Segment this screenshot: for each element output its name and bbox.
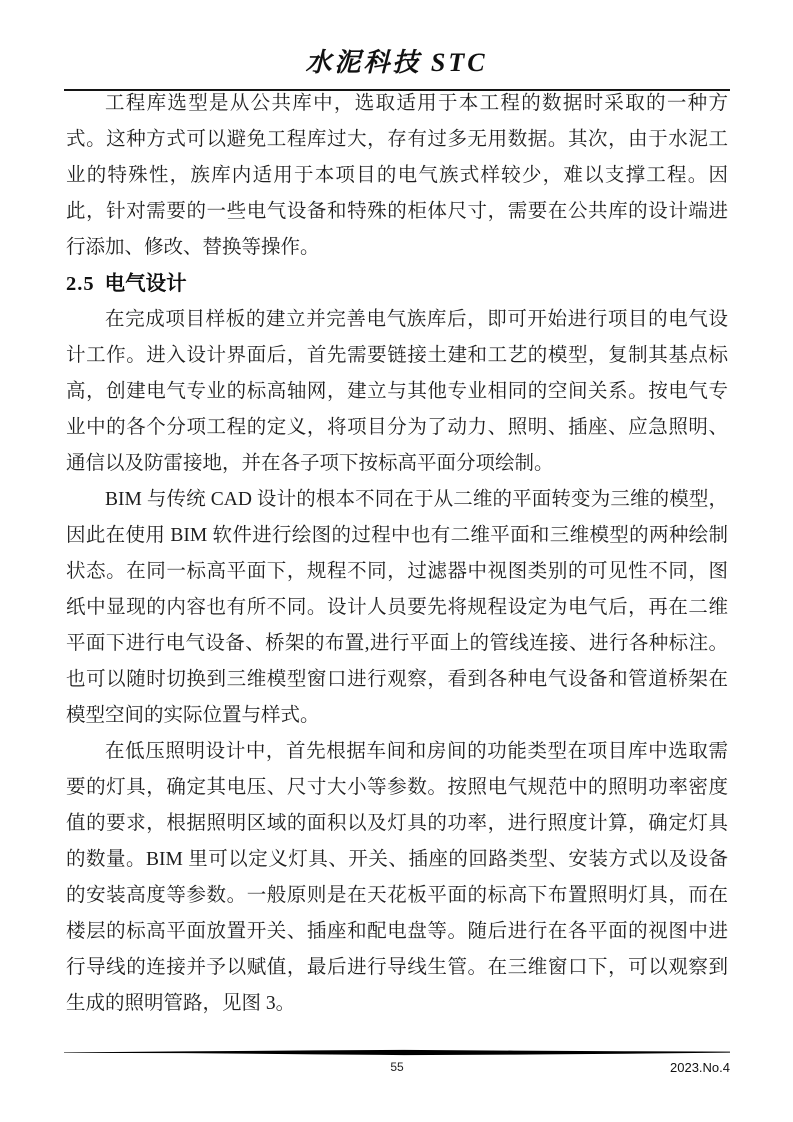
footer-rule (64, 1049, 730, 1057)
paragraph: 工程库选型是从公共库中，选取适用于本工程的数据时采取的一种方式。这种方式可以避免工程库过大，存有过多无用数据。其次，由于水泥工业的特殊性，族库内适用于本项目的电气族式样较少，难以支撑工程。因此，针对需要的一些电气设备和特殊的柜体尺寸，需要在公共库的设计端进行添加、修改、替换等操作。 (66, 93, 728, 258)
page-footer (64, 1049, 730, 1080)
section-heading (66, 266, 728, 302)
paragraph: 在低压照明设计中，首先根据车间和房间的功能类型在项目库中选取需要的灯具，确定其电压、尺寸大小等参数。按照电气规范中的照明功率密度值的要求，根据照明区域的面积以及灯具的功率，进行照度计算，确定灯具的数量。BIM 里可以定义灯具、开关、插座的回路类型、安装方式以及设备的安装高度等参数。一般原则是在天花板平面的标高下布置照明灯具，而在楼层的标高平面放置开关、插座和配电盘等。随后进行在各平面的视图中进行导线的连接并予以赋值，最后进行导线生管。在三维窗口下，可以观察到生成的照明管路，见图 3。 (66, 741, 728, 1014)
paragraph: 在完成项目样板的建立并完善电气族库后，即可开始进行项目的电气设计工作。进入设计界面后，首先需要链接土建和工艺的模型，复制其基点标高，创建电气专业的标高轴网，建立与其他专业相同的空间关系。按电气专业中的各个分项工程的定义，将项目分为了动力、照明、插座、应急照明、通信以及防雷接地，并在各子项下按标高平面分项绘制。 (66, 309, 728, 474)
page-body (66, 86, 728, 1022)
section-number: 2.5 (66, 273, 95, 295)
footer-row (64, 1058, 730, 1080)
paragraph: BIM 与传统 CAD 设计的根本不同在于从二维的平面转变为三维的模型，因此在使用 BIM 软件进行绘图的过程中也有二维平面和三维模型的两种绘制状态。在同一标高平面下，规程不同，过滤器中视图类别的可见性不同，图纸中显现的内容也有所不同。设计人员要先将规程设定为电气后，再在二维平面下进行电气设备、桥架的布置,进行平面上的管线连接、进行各种标注。也可以随时切换到三维模型窗口进行观察，看到各种电气设备和管道桥架在模型空间的实际位置与样式。 (66, 489, 728, 726)
journal-title: 水泥科技 STC (305, 48, 488, 77)
page-number: 55 (390, 1060, 404, 1074)
issue-number: 2023.No.4 (670, 1060, 730, 1075)
section-title: 电气设计 (104, 273, 187, 295)
